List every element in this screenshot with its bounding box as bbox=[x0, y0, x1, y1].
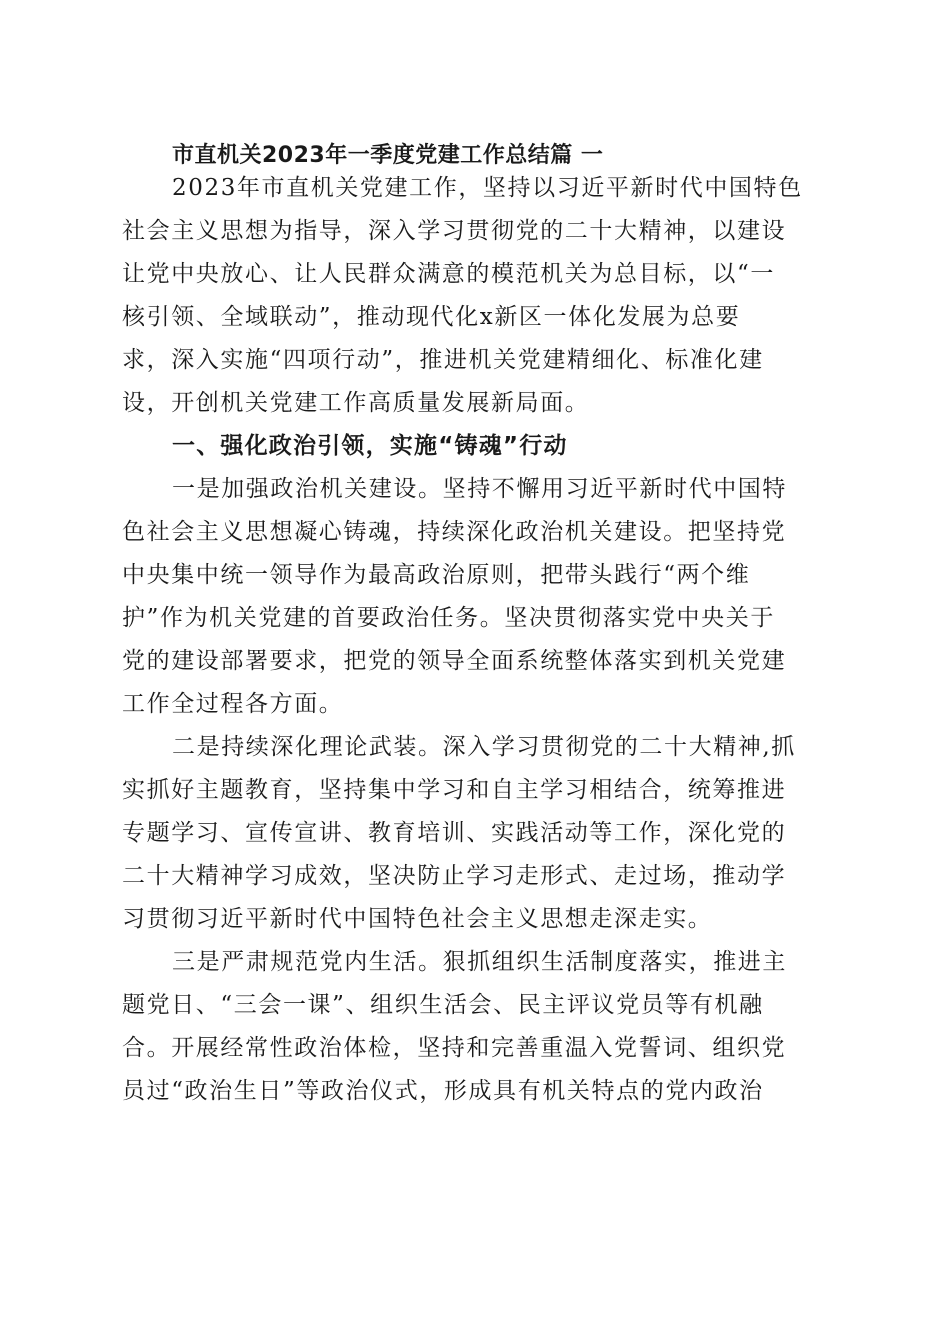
paragraph-line: 习贯彻习近平新时代中国特色社会主义思想走深走实。 bbox=[122, 906, 713, 932]
paragraph-line: 核引领、全域联动”，推动现代化x新区一体化发展为总要 bbox=[122, 304, 741, 330]
paragraph-line: 党的建设部署要求，把党的领导全面系统整体落实到机关党建 bbox=[122, 648, 787, 674]
paragraph-line: 三是严肃规范党内生活。狠抓组织生活制度落实，推进主 bbox=[172, 949, 787, 975]
paragraph-line: 2023年市直机关党建工作，坚持以习近平新时代中国特色 bbox=[172, 175, 803, 201]
paragraph-line: 社会主义思想为指导，深入学习贯彻党的二十大精神，以建设 bbox=[122, 218, 787, 244]
paragraph-line: 专题学习、宣传宣讲、教育培训、实践活动等工作，深化党的 bbox=[122, 820, 787, 846]
document-title: 市直机关2023年一季度党建工作总结篇 一 bbox=[172, 143, 604, 168]
paragraph-line: 让党中央放心、让人民群众满意的模范机关为总目标，以“一 bbox=[122, 261, 775, 287]
paragraph-line: 护”作为机关党建的首要政治任务。坚决贯彻落实党中央关于 bbox=[122, 605, 775, 631]
paragraph-line: 中央集中统一领导作为最高政治原则，把带头践行“两个维 bbox=[122, 562, 751, 588]
paragraph-line: 工作全过程各方面。 bbox=[122, 691, 344, 717]
paragraph-line: 实抓好主题教育，坚持集中学习和自主学习相结合，统筹推进 bbox=[122, 777, 787, 803]
paragraph-line: 色社会主义思想凝心铸魂，持续深化政治机关建设。把坚持党 bbox=[122, 519, 787, 545]
paragraph-line: 二十大精神学习成效，坚决防止学习走形式、走过场，推动学 bbox=[122, 863, 787, 889]
paragraph-line: 二是持续深化理论武装。深入学习贯彻党的二十大精神,抓 bbox=[172, 734, 796, 760]
paragraph-line: 题党日、“三会一课”、组织生活会、民主评议党员等有机融 bbox=[122, 992, 764, 1018]
paragraph-line: 求，深入实施“四项行动”，推进机关党建精细化、标准化建 bbox=[122, 347, 764, 373]
paragraph-line: 设，开创机关党建工作高质量发展新局面。 bbox=[122, 390, 590, 416]
paragraph-line: 合。开展经常性政治体检，坚持和完善重温入党誓词、组织党 bbox=[122, 1035, 787, 1061]
section-heading: 一、强化政治引领，实施“铸魂”行动 bbox=[172, 433, 568, 459]
paragraph-line: 一是加强政治机关建设。坚持不懈用习近平新时代中国特 bbox=[172, 476, 787, 502]
paragraph-line: 员过“政治生日”等政治仪式，形成具有机关特点的党内政治 bbox=[122, 1078, 764, 1104]
